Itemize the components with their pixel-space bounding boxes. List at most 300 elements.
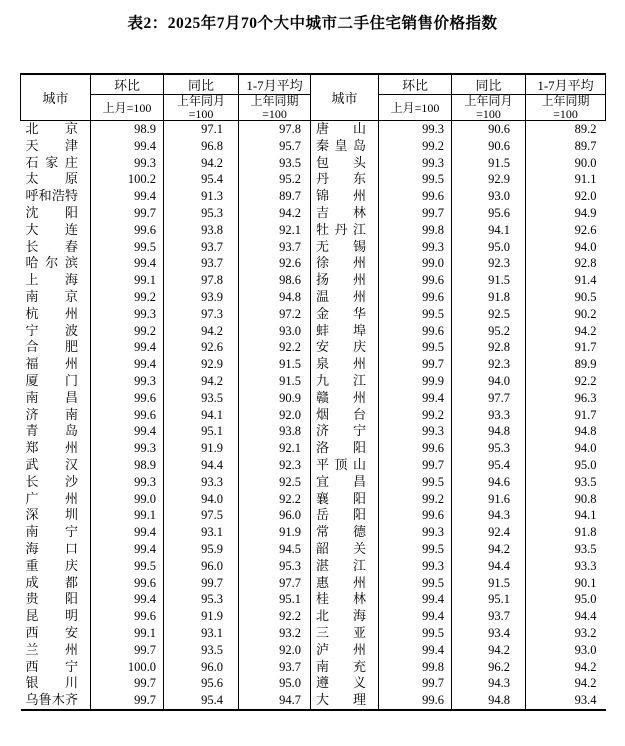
table-row bbox=[21, 608, 606, 625]
avg-value: 98.6 bbox=[239, 272, 311, 289]
city-name: 南 宁 bbox=[25, 524, 78, 540]
mom-value: 99.5 bbox=[379, 339, 452, 356]
mom-value: 99.6 bbox=[379, 507, 452, 524]
mom-value: 99.7 bbox=[379, 457, 452, 474]
yoy-value: 92.9 bbox=[164, 356, 239, 373]
yoy-value: 92.5 bbox=[452, 306, 526, 323]
avg-value: 93.4 bbox=[574, 693, 597, 708]
avg-value: 93.5 bbox=[239, 155, 311, 172]
mom-value: 99.0 bbox=[379, 255, 452, 272]
mom-value: 99.5 bbox=[379, 625, 452, 642]
avg-value: 94.0 bbox=[574, 239, 597, 254]
city-cell bbox=[21, 440, 91, 457]
city-name: 西 宁 bbox=[25, 658, 78, 674]
avg-value: 92.6 bbox=[239, 255, 311, 272]
mom-value: 99.5 bbox=[379, 575, 452, 592]
yoy-value: 91.3 bbox=[164, 188, 239, 205]
yoy-value: 92.3 bbox=[452, 255, 526, 272]
city-cell bbox=[311, 457, 379, 474]
city-name: 长 沙 bbox=[25, 473, 78, 489]
city-cell bbox=[311, 272, 379, 289]
city-cell bbox=[311, 524, 379, 541]
yoy-value: 94.8 bbox=[452, 692, 526, 710]
yoy-value: 94.4 bbox=[164, 457, 239, 474]
city-name: 秦 皇 岛 bbox=[316, 137, 366, 153]
city-name: 海 口 bbox=[25, 540, 78, 556]
yoy-value: 97.8 bbox=[164, 272, 239, 289]
avg-value: 95.7 bbox=[239, 138, 311, 155]
avg-value: 92.8 bbox=[574, 256, 597, 271]
yoy-value: 97.3 bbox=[164, 306, 239, 323]
mom-value: 99.5 bbox=[379, 541, 452, 558]
yoy-value: 92.8 bbox=[452, 339, 526, 356]
avg-value: 90.8 bbox=[574, 491, 597, 506]
city-name: 重 庆 bbox=[25, 557, 78, 573]
avg-value: 95.0 bbox=[574, 592, 597, 607]
yoy-value: 93.1 bbox=[164, 625, 239, 642]
header-yoy-right: 同比 bbox=[452, 74, 526, 95]
avg-value: 92.2 bbox=[239, 608, 311, 625]
avg-value: 91.4 bbox=[574, 273, 597, 288]
city-cell bbox=[21, 491, 91, 508]
city-name: 哈 尔 滨 bbox=[25, 255, 78, 271]
avg-value: 91.5 bbox=[239, 373, 311, 390]
avg-value: 94.8 bbox=[574, 424, 597, 439]
mom-value: 99.4 bbox=[379, 608, 452, 625]
avg-value: 90.0 bbox=[574, 155, 597, 170]
city-cell bbox=[311, 239, 379, 256]
table-row bbox=[21, 692, 606, 710]
yoy-value: 91.9 bbox=[164, 440, 239, 457]
avg-value: 91.9 bbox=[239, 524, 311, 541]
city-cell bbox=[311, 155, 379, 172]
table-row bbox=[21, 591, 606, 608]
yoy-value: 95.3 bbox=[164, 591, 239, 608]
city-cell bbox=[311, 323, 379, 340]
city-name: 徐 州 bbox=[316, 255, 366, 271]
avg-value: 91.7 bbox=[574, 407, 597, 422]
city-name: 安 庆 bbox=[316, 339, 366, 355]
table-row bbox=[21, 272, 606, 289]
table-row bbox=[21, 356, 606, 373]
avg-value: 92.2 bbox=[574, 373, 597, 388]
table-row bbox=[21, 575, 606, 592]
city-name: 广 州 bbox=[25, 490, 78, 506]
yoy-value: 93.3 bbox=[452, 407, 526, 424]
header-mom-left: 环比 bbox=[91, 74, 164, 95]
mom-value: 99.2 bbox=[379, 138, 452, 155]
city-name: 太 原 bbox=[25, 171, 78, 187]
mom-value: 99.3 bbox=[91, 155, 164, 172]
avg-value: 96.3 bbox=[574, 390, 597, 405]
page-title: 表2：2025年7月70个大中城市二手住宅销售价格指数 bbox=[127, 15, 498, 32]
table-row bbox=[21, 339, 606, 356]
header-yoy-base-line1: 上年同月 bbox=[464, 94, 513, 108]
city-name: 上 海 bbox=[25, 272, 78, 288]
avg-value: 93.7 bbox=[239, 659, 311, 676]
header-avg-base-left bbox=[239, 95, 311, 121]
city-cell bbox=[21, 239, 91, 256]
avg-value: 93.5 bbox=[574, 541, 597, 556]
city-name: 湛 江 bbox=[316, 557, 366, 573]
avg-value: 91.1 bbox=[574, 172, 597, 187]
mom-value: 99.7 bbox=[91, 675, 164, 692]
price-index-table bbox=[20, 73, 606, 711]
header-yoy-base-right bbox=[452, 95, 526, 121]
avg-value: 94.8 bbox=[239, 289, 311, 306]
city-name: 武 汉 bbox=[25, 456, 78, 472]
avg-value: 92.1 bbox=[239, 440, 311, 457]
avg-value: 93.3 bbox=[574, 558, 597, 573]
header-yoy-base-line2: =100 bbox=[476, 107, 501, 121]
avg-value: 92.3 bbox=[239, 457, 311, 474]
yoy-value: 90.6 bbox=[452, 121, 526, 138]
mom-value: 100.0 bbox=[91, 659, 164, 676]
yoy-value: 92.6 bbox=[164, 339, 239, 356]
city-cell bbox=[311, 171, 379, 188]
yoy-value: 93.5 bbox=[164, 642, 239, 659]
city-name: 遵 义 bbox=[316, 675, 366, 691]
city-name: 西 安 bbox=[25, 624, 78, 640]
city-name: 无 锡 bbox=[316, 238, 366, 254]
city-name: 济 宁 bbox=[316, 423, 366, 439]
avg-value: 90.2 bbox=[574, 306, 597, 321]
city-name: 成 都 bbox=[25, 574, 78, 590]
city-cell bbox=[21, 272, 91, 289]
city-cell bbox=[21, 407, 91, 424]
header-yoy-left: 同比 bbox=[164, 74, 239, 95]
avg-value: 94.7 bbox=[239, 692, 311, 710]
mom-value: 99.4 bbox=[91, 138, 164, 155]
table-row bbox=[21, 171, 606, 188]
avg-value: 93.2 bbox=[574, 625, 597, 640]
yoy-value: 91.9 bbox=[164, 608, 239, 625]
city-cell bbox=[21, 373, 91, 390]
city-cell bbox=[311, 558, 379, 575]
yoy-value: 95.0 bbox=[452, 239, 526, 256]
city-name: 惠 州 bbox=[316, 574, 366, 590]
city-cell bbox=[311, 356, 379, 373]
yoy-value: 94.6 bbox=[452, 474, 526, 491]
avg-value: 89.9 bbox=[574, 357, 597, 372]
city-cell bbox=[311, 373, 379, 390]
header-mom-right: 环比 bbox=[379, 74, 452, 95]
avg-value: 91.5 bbox=[239, 356, 311, 373]
city-cell bbox=[21, 675, 91, 692]
yoy-value: 94.2 bbox=[164, 155, 239, 172]
city-cell bbox=[21, 222, 91, 239]
avg-value: 90.1 bbox=[574, 575, 597, 590]
avg-value: 94.9 bbox=[574, 205, 597, 220]
mom-value: 99.6 bbox=[91, 575, 164, 592]
table-row bbox=[21, 121, 606, 138]
city-cell bbox=[311, 608, 379, 625]
mom-value: 99.4 bbox=[91, 255, 164, 272]
city-cell bbox=[311, 675, 379, 692]
mom-value: 99.2 bbox=[379, 491, 452, 508]
mom-value: 99.3 bbox=[91, 474, 164, 491]
avg-value: 94.1 bbox=[574, 508, 597, 523]
city-cell bbox=[21, 339, 91, 356]
city-name: 南 京 bbox=[25, 288, 78, 304]
city-name: 扬 州 bbox=[316, 272, 366, 288]
avg-value: 94.2 bbox=[574, 659, 597, 674]
table-row bbox=[21, 541, 606, 558]
table-row bbox=[21, 491, 606, 508]
mom-value: 99.1 bbox=[91, 272, 164, 289]
city-name: 韶 关 bbox=[316, 540, 366, 556]
avg-value: 96.0 bbox=[239, 507, 311, 524]
mom-value: 99.7 bbox=[91, 642, 164, 659]
avg-value: 92.5 bbox=[239, 474, 311, 491]
city-cell bbox=[21, 423, 91, 440]
mom-value: 99.5 bbox=[379, 474, 452, 491]
city-cell bbox=[21, 524, 91, 541]
city-name: 宁 波 bbox=[25, 322, 78, 338]
avg-value: 92.2 bbox=[239, 491, 311, 508]
city-cell bbox=[311, 575, 379, 592]
table-row bbox=[21, 457, 606, 474]
mom-value: 99.3 bbox=[379, 423, 452, 440]
yoy-value: 93.4 bbox=[452, 625, 526, 642]
mom-value: 99.6 bbox=[379, 272, 452, 289]
mom-value: 99.6 bbox=[379, 188, 452, 205]
yoy-value: 94.0 bbox=[452, 373, 526, 390]
yoy-value: 95.6 bbox=[164, 675, 239, 692]
city-name: 银 川 bbox=[25, 675, 78, 691]
yoy-value: 94.2 bbox=[452, 642, 526, 659]
city-name: 吉 林 bbox=[316, 204, 366, 220]
mom-value: 99.8 bbox=[379, 659, 452, 676]
yoy-value: 91.8 bbox=[452, 289, 526, 306]
city-cell bbox=[311, 642, 379, 659]
mom-value: 99.6 bbox=[379, 692, 452, 710]
city-name: 九 江 bbox=[316, 372, 366, 388]
yoy-value: 93.7 bbox=[164, 255, 239, 272]
mom-value: 98.9 bbox=[91, 457, 164, 474]
table-row bbox=[21, 440, 606, 457]
avg-value: 97.2 bbox=[239, 306, 311, 323]
yoy-value: 91.5 bbox=[452, 575, 526, 592]
header-avg-base-line2: =100 bbox=[553, 107, 578, 121]
yoy-value: 93.7 bbox=[452, 608, 526, 625]
avg-value: 93.0 bbox=[574, 642, 597, 657]
yoy-value: 95.6 bbox=[452, 205, 526, 222]
city-cell bbox=[311, 491, 379, 508]
yoy-value: 95.2 bbox=[452, 323, 526, 340]
yoy-value: 92.3 bbox=[452, 356, 526, 373]
yoy-value: 94.4 bbox=[452, 558, 526, 575]
header-avg-base-line2: =100 bbox=[262, 107, 287, 121]
city-name: 岳 阳 bbox=[316, 507, 366, 523]
mom-value: 99.7 bbox=[379, 356, 452, 373]
city-name: 锦 州 bbox=[316, 188, 366, 204]
city-name: 合 肥 bbox=[25, 339, 78, 355]
mom-value: 99.4 bbox=[379, 390, 452, 407]
city-name: 呼 和 浩 特 bbox=[25, 188, 78, 204]
city-cell bbox=[21, 558, 91, 575]
table-row bbox=[21, 625, 606, 642]
city-cell bbox=[311, 188, 379, 205]
city-name: 丹 东 bbox=[316, 171, 366, 187]
city-name: 宜 昌 bbox=[316, 473, 366, 489]
city-name: 唐 山 bbox=[316, 121, 366, 136]
yoy-value: 96.2 bbox=[452, 659, 526, 676]
city-cell bbox=[21, 474, 91, 491]
mom-value: 99.3 bbox=[91, 440, 164, 457]
yoy-value: 94.2 bbox=[164, 323, 239, 340]
yoy-value: 92.4 bbox=[452, 524, 526, 541]
avg-value: 93.2 bbox=[239, 625, 311, 642]
city-cell bbox=[311, 306, 379, 323]
city-name: 长 春 bbox=[25, 238, 78, 254]
yoy-value: 93.5 bbox=[164, 390, 239, 407]
avg-value: 97.8 bbox=[239, 121, 311, 138]
avg-value: 94.4 bbox=[574, 609, 597, 624]
city-name: 洛 阳 bbox=[316, 440, 366, 456]
city-cell bbox=[21, 306, 91, 323]
avg-value: 92.2 bbox=[239, 339, 311, 356]
city-name: 厦 门 bbox=[25, 372, 78, 388]
yoy-value: 95.3 bbox=[452, 440, 526, 457]
table-body bbox=[21, 121, 606, 710]
mom-value: 99.3 bbox=[379, 239, 452, 256]
city-cell bbox=[21, 625, 91, 642]
header-yoy-base-left bbox=[164, 95, 239, 121]
mom-value: 99.3 bbox=[91, 306, 164, 323]
avg-value: 95.3 bbox=[239, 558, 311, 575]
yoy-value: 91.5 bbox=[452, 272, 526, 289]
avg-value: 95.2 bbox=[239, 171, 311, 188]
header-mom-base-left: 上月=100 bbox=[91, 95, 164, 121]
yoy-value: 95.1 bbox=[452, 591, 526, 608]
header-city-left: 城市 bbox=[21, 74, 91, 121]
city-cell bbox=[21, 591, 91, 608]
mom-value: 99.3 bbox=[379, 121, 452, 138]
city-name: 青 岛 bbox=[25, 423, 78, 439]
mom-value: 99.5 bbox=[379, 171, 452, 188]
city-cell bbox=[21, 356, 91, 373]
table-row bbox=[21, 188, 606, 205]
avg-value: 97.7 bbox=[239, 575, 311, 592]
yoy-value: 91.5 bbox=[452, 155, 526, 172]
table-row bbox=[21, 507, 606, 524]
mom-value: 99.8 bbox=[379, 222, 452, 239]
yoy-value: 96.0 bbox=[164, 659, 239, 676]
yoy-value: 94.1 bbox=[452, 222, 526, 239]
city-name: 大 理 bbox=[316, 692, 366, 708]
yoy-value: 97.1 bbox=[164, 121, 239, 138]
yoy-value: 93.0 bbox=[452, 188, 526, 205]
city-cell bbox=[21, 659, 91, 676]
avg-value: 91.7 bbox=[574, 340, 597, 355]
mom-value: 99.6 bbox=[91, 222, 164, 239]
header-city-right: 城市 bbox=[311, 74, 379, 121]
city-cell bbox=[311, 289, 379, 306]
table-row bbox=[21, 659, 606, 676]
city-name: 牡 丹 江 bbox=[316, 221, 366, 237]
table-row bbox=[21, 155, 606, 172]
avg-value: 93.0 bbox=[239, 323, 311, 340]
avg-value: 95.0 bbox=[239, 675, 311, 692]
city-name: 北 京 bbox=[25, 121, 78, 136]
avg-value: 92.0 bbox=[239, 407, 311, 424]
yoy-value: 95.4 bbox=[452, 457, 526, 474]
yoy-value: 94.3 bbox=[452, 507, 526, 524]
mom-value: 99.3 bbox=[91, 373, 164, 390]
table-row bbox=[21, 205, 606, 222]
table-row bbox=[21, 306, 606, 323]
mom-value: 99.6 bbox=[379, 323, 452, 340]
yoy-value: 96.8 bbox=[164, 138, 239, 155]
mom-value: 99.7 bbox=[91, 692, 164, 710]
table-row bbox=[21, 222, 606, 239]
header-avg-base-line1: 上年同期 bbox=[541, 94, 590, 108]
city-cell bbox=[21, 390, 91, 407]
table-row bbox=[21, 474, 606, 491]
city-cell bbox=[21, 541, 91, 558]
yoy-value: 94.8 bbox=[452, 423, 526, 440]
city-cell bbox=[21, 575, 91, 592]
city-name: 平 顶 山 bbox=[316, 456, 366, 472]
city-name: 兰 州 bbox=[25, 641, 78, 657]
mom-value: 99.0 bbox=[91, 491, 164, 508]
city-cell bbox=[21, 692, 91, 710]
city-cell bbox=[21, 171, 91, 188]
mom-value: 99.7 bbox=[91, 205, 164, 222]
yoy-value: 95.9 bbox=[164, 541, 239, 558]
mom-value: 99.4 bbox=[91, 188, 164, 205]
mom-value: 99.1 bbox=[91, 507, 164, 524]
mom-value: 99.6 bbox=[379, 440, 452, 457]
yoy-value: 93.8 bbox=[164, 222, 239, 239]
table-row bbox=[21, 524, 606, 541]
avg-value: 93.8 bbox=[239, 423, 311, 440]
city-cell bbox=[21, 289, 91, 306]
city-cell bbox=[311, 423, 379, 440]
table-row bbox=[21, 423, 606, 440]
mom-value: 99.3 bbox=[379, 524, 452, 541]
mom-value: 99.7 bbox=[379, 205, 452, 222]
avg-value: 89.7 bbox=[239, 188, 311, 205]
table-row bbox=[21, 407, 606, 424]
mom-value: 99.3 bbox=[379, 558, 452, 575]
city-cell bbox=[311, 255, 379, 272]
yoy-value: 92.9 bbox=[452, 171, 526, 188]
city-cell bbox=[311, 659, 379, 676]
table-row bbox=[21, 642, 606, 659]
table-row bbox=[21, 558, 606, 575]
city-name: 沈 阳 bbox=[25, 204, 78, 220]
table-row bbox=[21, 675, 606, 692]
mom-value: 99.4 bbox=[91, 339, 164, 356]
yoy-value: 94.1 bbox=[164, 407, 239, 424]
header-mom-base-right: 上月=100 bbox=[379, 95, 452, 121]
yoy-value: 95.4 bbox=[164, 692, 239, 710]
header-yoy-base-line1: 上年同月 bbox=[176, 94, 225, 108]
mom-value: 99.6 bbox=[91, 608, 164, 625]
header-avg-base-right bbox=[526, 95, 606, 121]
city-cell bbox=[311, 407, 379, 424]
city-name: 南 充 bbox=[316, 658, 366, 674]
yoy-value: 90.6 bbox=[452, 138, 526, 155]
yoy-value: 94.2 bbox=[164, 373, 239, 390]
city-cell bbox=[311, 222, 379, 239]
mom-value: 99.4 bbox=[91, 541, 164, 558]
mom-value: 99.5 bbox=[91, 239, 164, 256]
city-cell bbox=[311, 205, 379, 222]
avg-value: 93.5 bbox=[574, 474, 597, 489]
